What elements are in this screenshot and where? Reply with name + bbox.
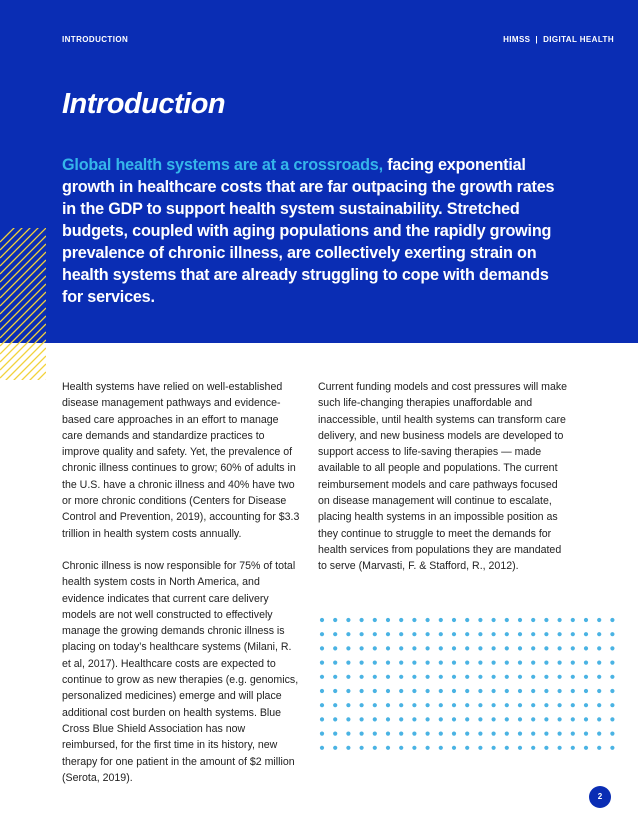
decor-dot: [505, 661, 509, 665]
decor-dot: [386, 732, 390, 736]
decor-dot: [465, 618, 469, 622]
body-paragraph: Chronic illness is now responsible for 75% of total health system costs in North America, and evidence indicates that current care delivery models are not well constructed to effectively manage the growing demands chronic illness is placing on today’s healthcare systems (Milani, R. et al, 2017). Healthcare costs are expected to continue to grow as new therapies (e.g. genomics, personalized medicines) emerge and will place additional cost burden on health systems. Blue Cross Blue Shield Association has now reimbursed, for the first time in its history, new therapy for one patient in the amount of $2 million (Serota, 2019).: [62, 559, 299, 784]
decor-dot: [333, 646, 337, 650]
decor-dot: [439, 746, 443, 750]
decor-dot: [492, 675, 496, 679]
decor-dot: [452, 661, 456, 665]
decor-dot: [518, 717, 522, 721]
decor-dot: [558, 746, 562, 750]
decor-dot: [320, 632, 324, 636]
decor-dot: [346, 632, 350, 636]
decor-dot: [505, 646, 509, 650]
decor-dot: [333, 632, 337, 636]
decor-dot: [412, 689, 416, 693]
decor-dot: [439, 732, 443, 736]
decor-dot: [465, 675, 469, 679]
decor-dot: [399, 675, 403, 679]
decor-dot: [346, 689, 350, 693]
decor-dot: [452, 746, 456, 750]
decor-dot: [439, 632, 443, 636]
decor-dot: [571, 646, 575, 650]
decor-dot: [518, 675, 522, 679]
page-title: Introduction: [62, 88, 226, 120]
decor-dot: [346, 746, 350, 750]
decor-dot: [544, 618, 548, 622]
decor-dot: [571, 689, 575, 693]
decor-dot: [346, 661, 350, 665]
decor-dot: [452, 632, 456, 636]
decor-dot: [426, 703, 430, 707]
decor-dot: [360, 618, 364, 622]
page-number: 2: [589, 786, 611, 808]
stripe-line: [0, 356, 46, 380]
decor-dot: [492, 632, 496, 636]
decor-dot: [492, 732, 496, 736]
decor-dot: [346, 732, 350, 736]
decor-dot: [426, 618, 430, 622]
decor-dot: [386, 717, 390, 721]
decor-dot: [412, 703, 416, 707]
decor-dot: [439, 689, 443, 693]
decor-dot: [531, 717, 535, 721]
decor-dot: [360, 746, 364, 750]
decor-dot: [518, 746, 522, 750]
decor-dot: [346, 675, 350, 679]
decor-dot: [465, 632, 469, 636]
decor-dot: [360, 661, 364, 665]
decor-dot: [597, 618, 601, 622]
decor-dot: [571, 703, 575, 707]
category-name: DIGITAL HEALTH: [543, 35, 614, 44]
decor-dot: [610, 717, 614, 721]
decor-dot: [346, 703, 350, 707]
body-column-left: [62, 379, 302, 786]
decor-dot: [597, 717, 601, 721]
header-separator: |: [535, 35, 539, 44]
decor-dot: [597, 632, 601, 636]
decor-dot: [571, 632, 575, 636]
decor-dot: [505, 632, 509, 636]
decor-dot: [558, 703, 562, 707]
decor-dot: [610, 646, 614, 650]
section-label: INTRODUCTION: [62, 35, 129, 44]
decor-dot: [386, 703, 390, 707]
decor-dot: [492, 618, 496, 622]
lead-text: facing exponential growth in healthcare costs that are far outpacing the growth rates in the GDP to support health system sustainability. Stretched budgets, coupled with aging populations and the rapidly growing prevalence of chronic illness, are collectively exerting strain on health systems that are already struggling to cope with demands for services.: [62, 156, 555, 306]
decor-dot: [478, 689, 482, 693]
decor-dot: [531, 703, 535, 707]
decor-dot: [452, 732, 456, 736]
decor-dot: [544, 732, 548, 736]
decor-dot: [610, 732, 614, 736]
decor-dot: [386, 675, 390, 679]
decor-dot: [505, 689, 509, 693]
decor-dot: [478, 717, 482, 721]
decor-dot: [373, 717, 377, 721]
body-paragraph: Current funding models and cost pressures will make such life-changing therapies unaffordable and inaccessible, until health systems can transform care delivery, and new business models are developed to support access to life-saving therapies — made available to all people and populations. The current reimbursement models and care pathways focused on disease management will continue to escalate, placing health systems in an impossible position as they continue to struggle to meet the demands for health services from populations they are mandated to serve (Marvasti, F. & Stafford, R., 2012).: [318, 381, 568, 573]
decor-dot: [584, 746, 588, 750]
decor-dot: [558, 675, 562, 679]
decor-dot: [373, 746, 377, 750]
decor-dot: [412, 618, 416, 622]
decor-dot: [320, 703, 324, 707]
decor-dot: [373, 703, 377, 707]
decor-dot: [465, 717, 469, 721]
decor-dot: [571, 732, 575, 736]
decor-dot: [558, 618, 562, 622]
decor-dot: [320, 618, 324, 622]
decor-dot: [320, 732, 324, 736]
decor-dot: [544, 675, 548, 679]
decor-dot: [544, 703, 548, 707]
decor-dot: [426, 717, 430, 721]
decor-dot: [558, 661, 562, 665]
decor-dot: [333, 661, 337, 665]
decor-dot: [439, 646, 443, 650]
decor-dot: [558, 732, 562, 736]
lead-paragraph: [62, 154, 562, 308]
decor-dot: [426, 646, 430, 650]
lead-highlight: Global health systems are at a crossroads,: [62, 156, 383, 174]
decor-dot: [492, 703, 496, 707]
decor-dot: [531, 675, 535, 679]
decor-dot: [610, 689, 614, 693]
decor-dot: [452, 717, 456, 721]
decor-dot: [558, 689, 562, 693]
decor-dot: [478, 732, 482, 736]
decor-dot: [320, 675, 324, 679]
decor-dot: [571, 661, 575, 665]
decor-dot: [320, 646, 324, 650]
decor-dot: [518, 618, 522, 622]
decor-dot: [399, 703, 403, 707]
decor-dot: [478, 618, 482, 622]
decor-dot: [426, 732, 430, 736]
decor-dot: [571, 618, 575, 622]
decor-dot: [399, 646, 403, 650]
decor-dot: [333, 675, 337, 679]
decor-dot: [373, 646, 377, 650]
decor-dot: [412, 732, 416, 736]
decor-dot: [584, 732, 588, 736]
decor-dot: [320, 717, 324, 721]
decor-dot: [597, 703, 601, 707]
decor-dot: [584, 618, 588, 622]
decor-dot: [531, 618, 535, 622]
decor-dot: [505, 703, 509, 707]
decor-dot: [571, 717, 575, 721]
decor-dot: [452, 618, 456, 622]
decor-dot: [386, 746, 390, 750]
decor-dot: [426, 661, 430, 665]
decor-dot: [478, 632, 482, 636]
decor-dot: [333, 618, 337, 622]
decor-dot: [412, 717, 416, 721]
decor-dot: [360, 732, 364, 736]
decor-dot: [346, 717, 350, 721]
decor-dot: [597, 732, 601, 736]
decor-dot: [505, 732, 509, 736]
decor-dot: [465, 732, 469, 736]
decor-dot: [399, 732, 403, 736]
decor-dot: [597, 646, 601, 650]
decor-dot: [531, 661, 535, 665]
decor-dot: [505, 746, 509, 750]
decor-dot: [610, 618, 614, 622]
decor-dot: [333, 732, 337, 736]
decor-dot: [452, 646, 456, 650]
decor-dot: [465, 703, 469, 707]
decor-dot: [360, 703, 364, 707]
decor-dot: [505, 675, 509, 679]
decor-dot: [597, 746, 601, 750]
decor-dot: [346, 618, 350, 622]
decor-dot: [531, 732, 535, 736]
decor-dot: [531, 689, 535, 693]
decor-dot: [544, 646, 548, 650]
decor-dot: [584, 703, 588, 707]
decor-dot: [584, 717, 588, 721]
decor-dot: [399, 632, 403, 636]
decor-dot: [399, 618, 403, 622]
decor-dot: [584, 661, 588, 665]
decor-dot: [373, 618, 377, 622]
decor-dot: [399, 661, 403, 665]
diagonal-stripes-decoration: [0, 228, 46, 380]
publisher-label: [503, 35, 614, 44]
decor-dot: [492, 689, 496, 693]
decor-dot: [333, 717, 337, 721]
decor-dot: [439, 618, 443, 622]
decor-dot: [558, 646, 562, 650]
decor-dot: [478, 675, 482, 679]
decor-dot: [610, 703, 614, 707]
decor-dot: [333, 703, 337, 707]
decor-dot: [399, 689, 403, 693]
decor-dot: [518, 732, 522, 736]
decor-dot: [584, 646, 588, 650]
decor-dot: [531, 746, 535, 750]
decor-dot: [333, 689, 337, 693]
decor-dot: [360, 675, 364, 679]
stripe-line: [0, 228, 46, 250]
decor-dot: [478, 746, 482, 750]
decor-dot: [452, 703, 456, 707]
decor-dot: [412, 746, 416, 750]
decor-dot: [544, 717, 548, 721]
decor-dot: [439, 703, 443, 707]
decor-dot: [584, 689, 588, 693]
decor-dot: [518, 689, 522, 693]
org-name: HIMSS: [503, 35, 531, 44]
decor-dot: [452, 689, 456, 693]
stripe-line: [0, 228, 46, 266]
decor-dot: [518, 632, 522, 636]
decor-dot: [597, 689, 601, 693]
decor-dot: [412, 675, 416, 679]
decor-dot: [492, 646, 496, 650]
decor-dot: [426, 632, 430, 636]
decor-dot: [505, 717, 509, 721]
decor-dot: [399, 746, 403, 750]
decor-dot: [360, 646, 364, 650]
decor-dot: [439, 717, 443, 721]
decor-dot: [492, 717, 496, 721]
decor-dot: [412, 661, 416, 665]
decor-dot: [518, 661, 522, 665]
decor-dot: [584, 632, 588, 636]
decor-dot: [373, 632, 377, 636]
body-paragraph: Health systems have relied on well-established disease management pathways and evidence-based care approaches in an effort to manage care demands and standardize practices to improve quality and safety. Yet, the prevalence of chronic illness continues to grow; 60% of adults in the U.S. have a chronic illness and 40% have two or more chronic conditions (Centers for Disease Control and Prevention, 2019), accounting for $3.3 trillion in health system costs annually.: [62, 381, 300, 540]
stripe-line: [0, 340, 46, 380]
decor-dot: [439, 675, 443, 679]
decor-dot: [531, 632, 535, 636]
dot-grid-decoration: [318, 617, 618, 753]
decor-dot: [584, 675, 588, 679]
decor-dot: [386, 661, 390, 665]
decor-dot: [412, 646, 416, 650]
decor-dot: [360, 717, 364, 721]
decor-dot: [412, 632, 416, 636]
decor-dot: [478, 661, 482, 665]
decor-dot: [373, 689, 377, 693]
decor-dot: [505, 618, 509, 622]
decor-dot: [544, 746, 548, 750]
decor-dot: [426, 746, 430, 750]
decor-dot: [439, 661, 443, 665]
decor-dot: [346, 646, 350, 650]
decor-dot: [426, 689, 430, 693]
decor-dot: [373, 732, 377, 736]
decor-dot: [571, 675, 575, 679]
decor-dot: [610, 675, 614, 679]
decor-dot: [610, 661, 614, 665]
hero-banner: [0, 0, 638, 343]
decor-dot: [478, 646, 482, 650]
decor-dot: [320, 689, 324, 693]
decor-dot: [320, 661, 324, 665]
decor-dot: [597, 675, 601, 679]
decor-dot: [544, 661, 548, 665]
decor-dot: [399, 717, 403, 721]
decor-dot: [610, 746, 614, 750]
decor-dot: [320, 746, 324, 750]
decor-dot: [373, 675, 377, 679]
decor-dot: [452, 675, 456, 679]
decor-dot: [478, 703, 482, 707]
decor-dot: [333, 746, 337, 750]
body-column-right: [318, 379, 568, 575]
decor-dot: [597, 661, 601, 665]
decor-dot: [386, 618, 390, 622]
decor-dot: [558, 632, 562, 636]
decor-dot: [492, 661, 496, 665]
decor-dot: [360, 632, 364, 636]
decor-dot: [558, 717, 562, 721]
decor-dot: [386, 646, 390, 650]
decor-dot: [465, 661, 469, 665]
decor-dot: [386, 632, 390, 636]
decor-dot: [465, 646, 469, 650]
decor-dot: [492, 746, 496, 750]
decor-dot: [544, 632, 548, 636]
decor-dot: [544, 689, 548, 693]
decor-dot: [531, 646, 535, 650]
decor-dot: [465, 689, 469, 693]
decor-dot: [610, 632, 614, 636]
decor-dot: [360, 689, 364, 693]
decor-dot: [518, 646, 522, 650]
decor-dot: [518, 703, 522, 707]
decor-dot: [373, 661, 377, 665]
decor-dot: [386, 689, 390, 693]
decor-dot: [465, 746, 469, 750]
decor-dot: [571, 746, 575, 750]
decor-dot: [426, 675, 430, 679]
